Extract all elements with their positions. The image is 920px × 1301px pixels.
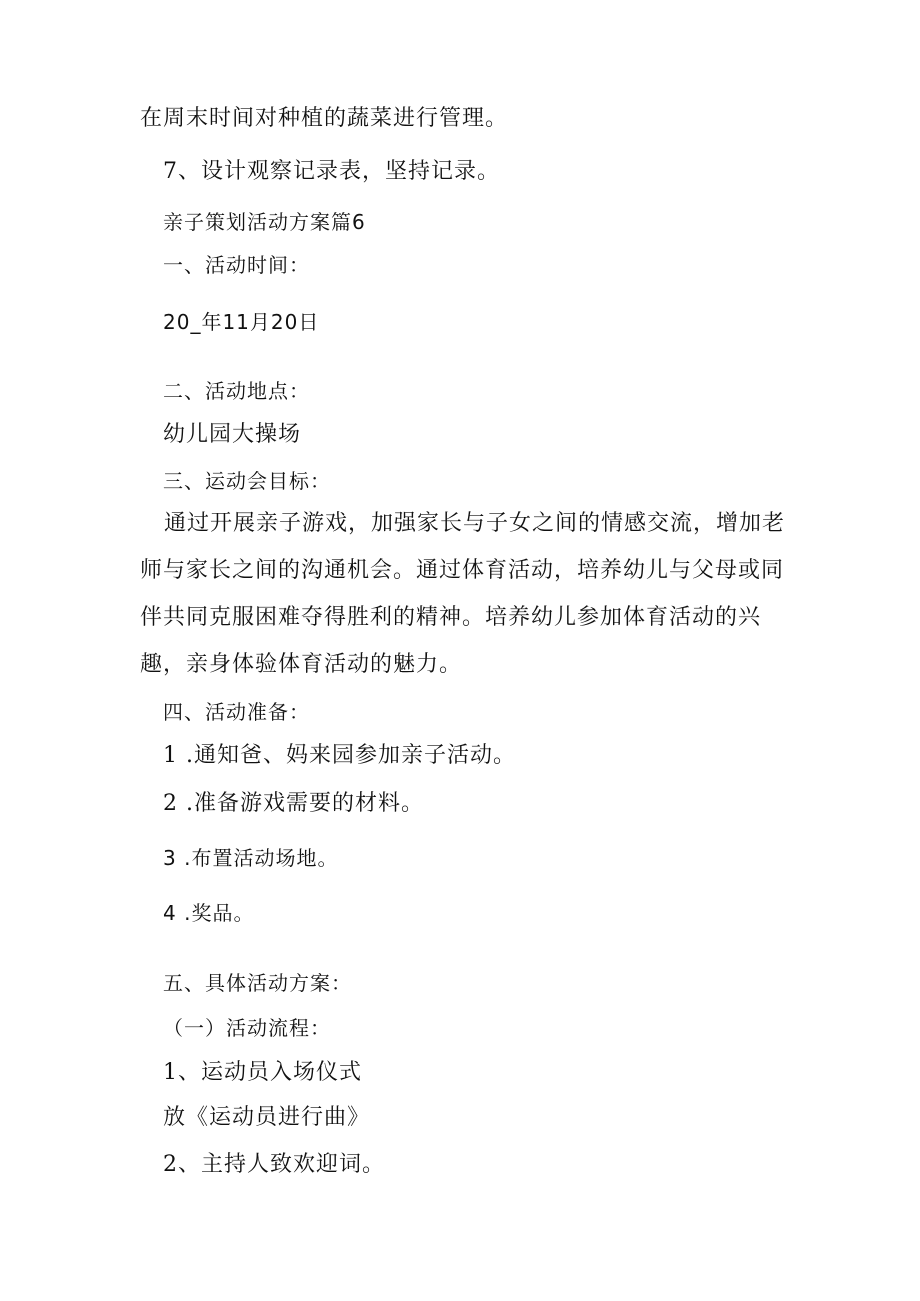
heading-sports-goals: 三、运动会目标： xyxy=(163,469,331,493)
list-item-prep-3: 3 .布置活动场地。 xyxy=(163,846,339,870)
heading-activity-flow: （一）活动流程： xyxy=(163,1016,331,1040)
paragraph-sports-goals xyxy=(140,500,790,688)
section-heading-plan-6: 亲子策划活动方案篇6 xyxy=(163,210,366,234)
text-line-observation-record: 7、设计观察记录表，坚持记录。 xyxy=(163,159,500,184)
heading-activity-time: 一、活动时间： xyxy=(163,253,310,277)
paragraph-sports-goals-text: 通过开展亲子游戏，加强家长与子女之间的情感交流，增加老师与家长之间的沟通机会。通过体育活动，培养幼儿与父母或同伴共同克服困难夺得胜利的精神。培养幼儿参加体育活动的兴趣，亲身体验体育活动的魅力。 xyxy=(140,511,786,677)
text-activity-location: 幼儿园大操场 xyxy=(163,422,302,447)
heading-activity-preparation: 四、活动准备： xyxy=(163,700,310,724)
list-item-prep-2: 2 .准备游戏需要的材料。 xyxy=(163,791,424,816)
text-activity-date: 20_年11月20日 xyxy=(163,310,320,334)
list-item-flow-1: 1、运动员入场仪式 xyxy=(163,1060,362,1085)
list-item-prep-1: 1 .通知爸、妈来园参加亲子活动。 xyxy=(163,743,516,768)
list-item-prep-4: 4 .奖品。 xyxy=(163,901,255,925)
text-line-vegetable-management: 在周末时间对种植的蔬菜进行管理。 xyxy=(140,106,509,131)
heading-activity-location: 二、活动地点： xyxy=(163,379,310,403)
list-item-flow-2: 2、主持人致欢迎词。 xyxy=(163,1152,385,1177)
text-play-march: 放《运动员进行曲》 xyxy=(163,1105,371,1130)
heading-activity-plan: 五、具体活动方案： xyxy=(163,971,352,995)
